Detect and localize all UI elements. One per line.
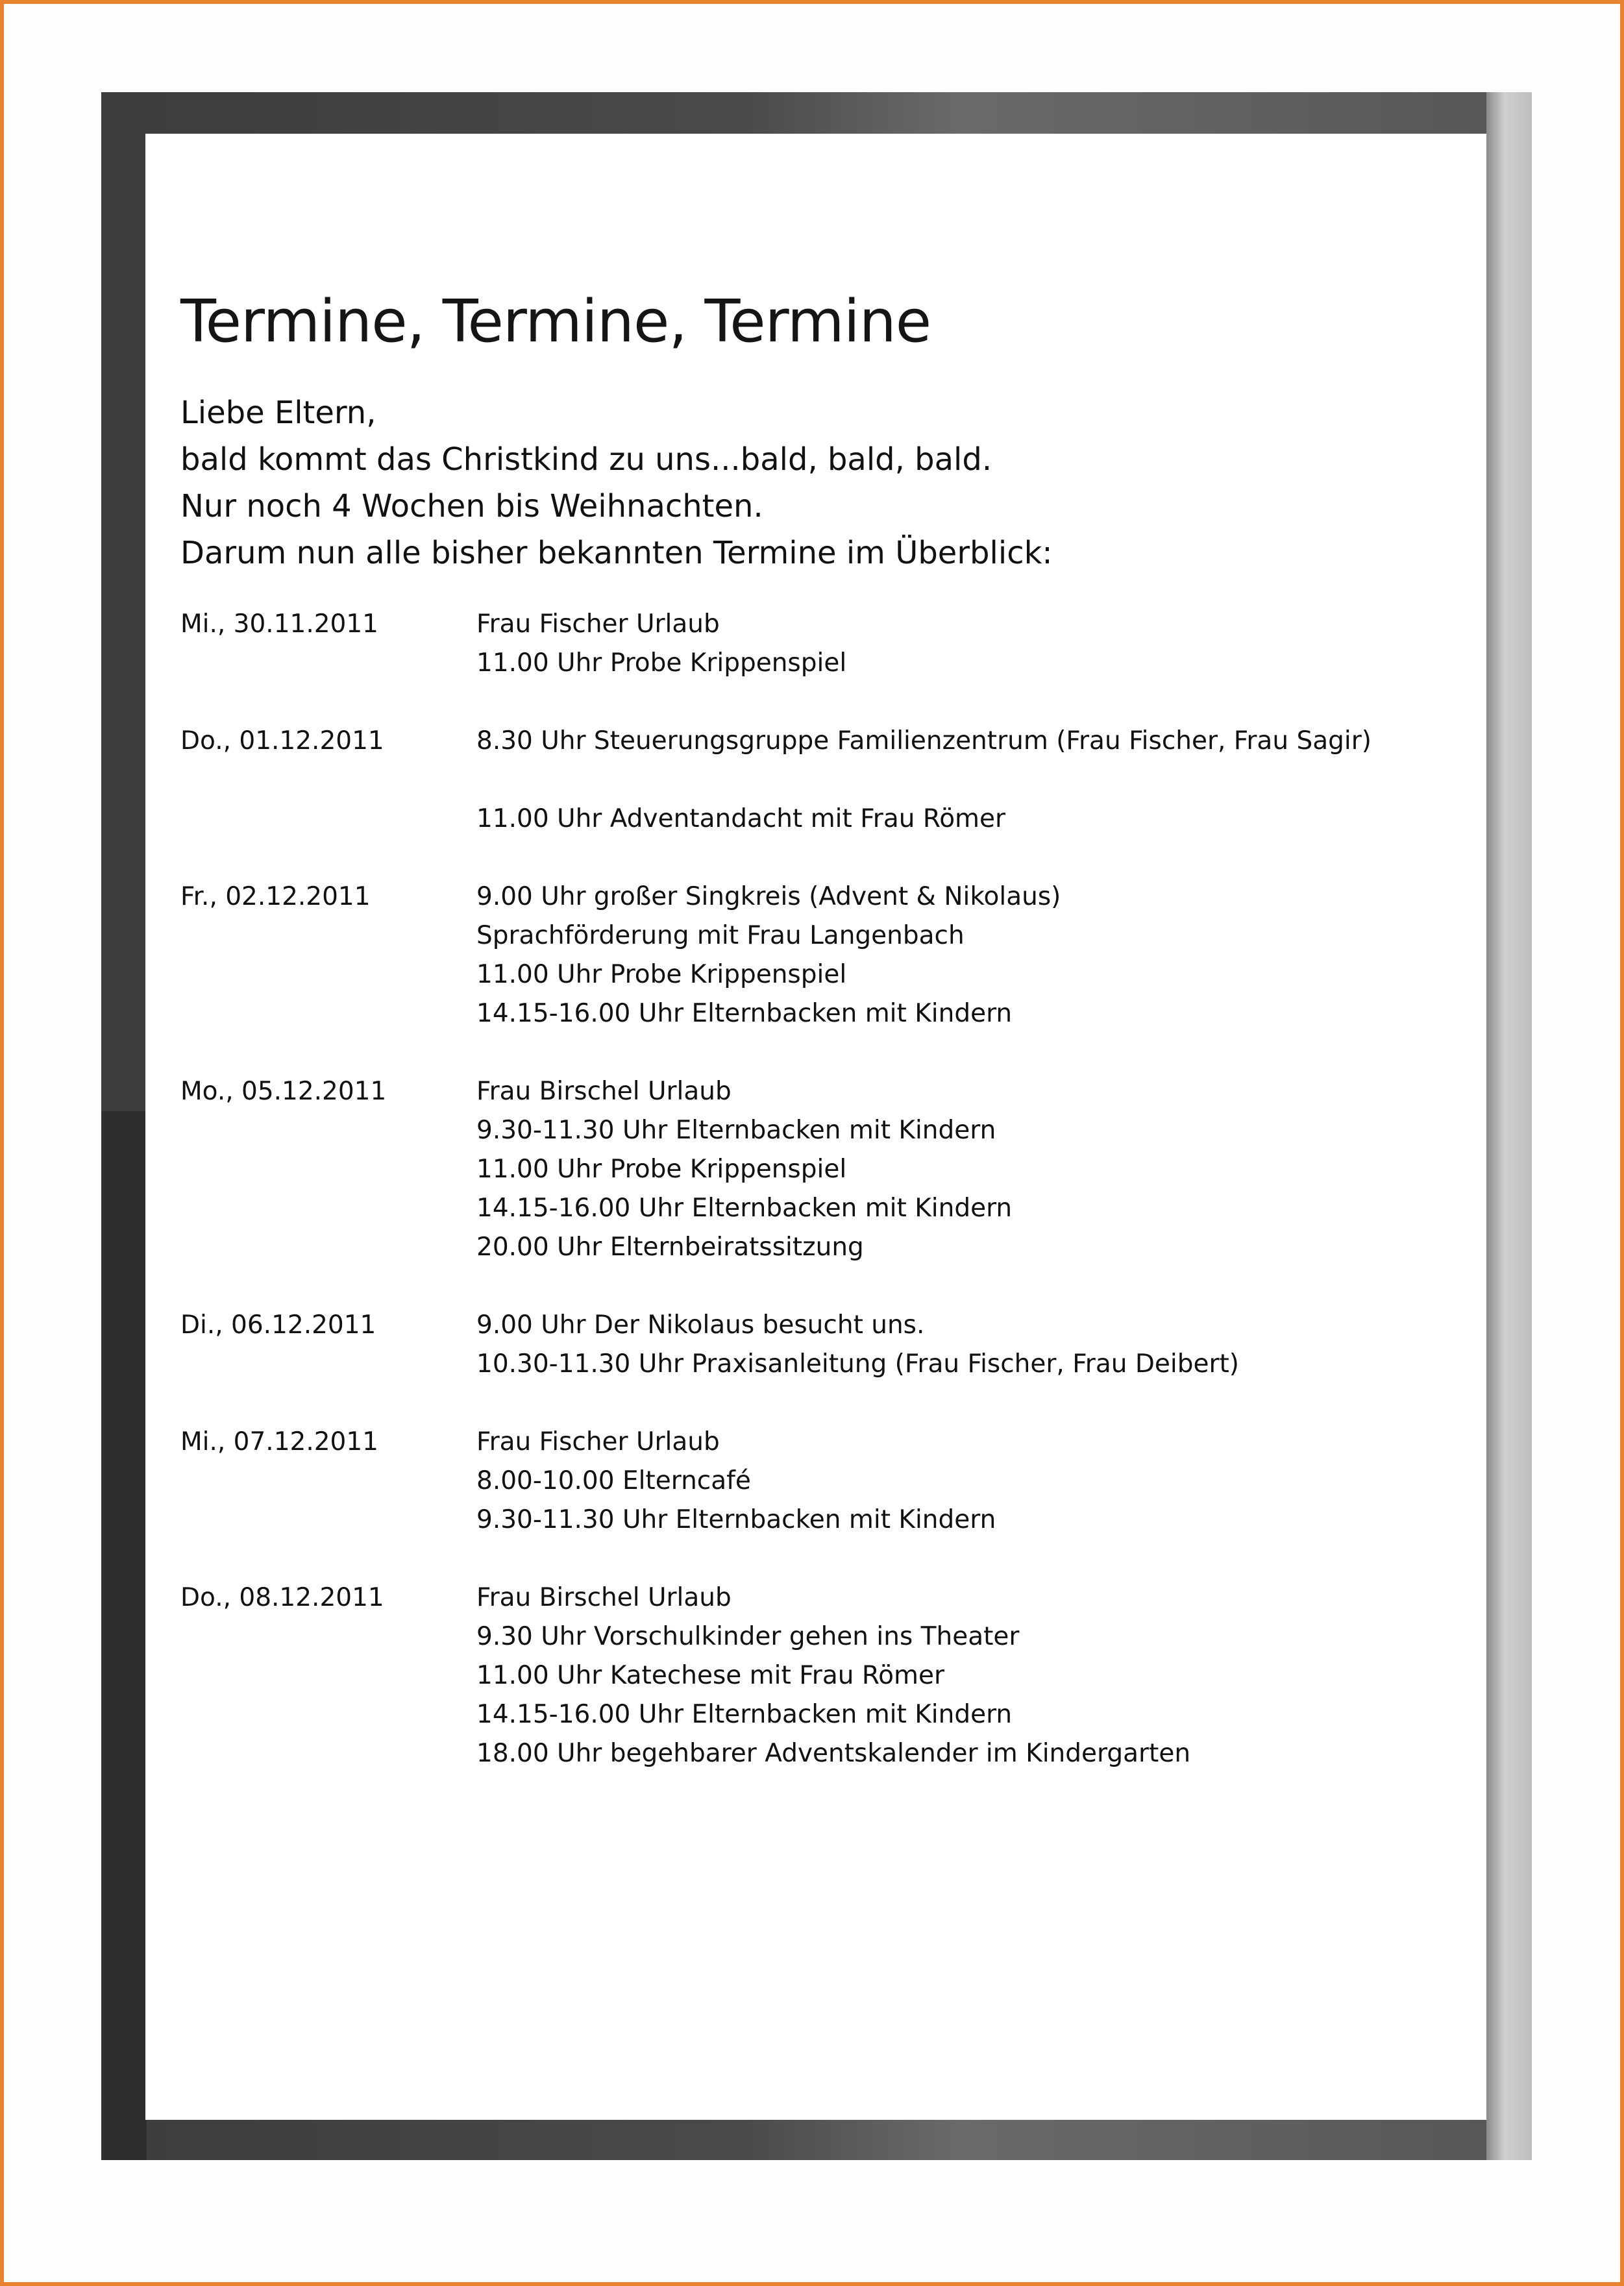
intro-line: Nur noch 4 Wochen bis Weihnachten.: [180, 488, 763, 524]
intro-text: [180, 389, 1479, 576]
entry-item: Frau Birschel Urlaub: [476, 1077, 732, 1106]
entry-item: 11.00 Uhr Katechese mit Frau Römer: [476, 1661, 945, 1690]
entry-items: [476, 1072, 1479, 1267]
entry-date: Mi., 30.11.2011: [180, 609, 378, 639]
entry-item: Frau Birschel Urlaub: [476, 1583, 732, 1612]
frame-shadow: [1486, 92, 1532, 2160]
entry-item: 14.15-16.00 Uhr Elternbacken mit Kindern: [476, 999, 1013, 1028]
page-title: Termine, Termine, Termine: [180, 288, 931, 356]
schedule-entry: [180, 722, 1479, 839]
entry-item: 9.00 Uhr Der Nikolaus besucht uns.: [476, 1310, 925, 1340]
entry-item: 11.00 Uhr Adventandacht mit Frau Römer: [476, 804, 1006, 833]
entry-item: 9.00 Uhr großer Singkreis (Advent & Nikolaus): [476, 882, 1061, 911]
entry-date: Do., 08.12.2011: [180, 1583, 384, 1612]
schedule-entry: [180, 1579, 1479, 1773]
entry-items: [476, 1579, 1479, 1773]
schedule-entry: [180, 878, 1479, 1033]
entry-item: 9.30 Uhr Vorschulkinder gehen ins Theater: [476, 1622, 1020, 1651]
entry-item: Frau Fischer Urlaub: [476, 1427, 720, 1456]
intro-line: bald kommt das Christkind zu uns...bald, bald, bald.: [180, 441, 992, 478]
document-content: [180, 283, 1479, 1812]
entry-item: 14.15-16.00 Uhr Elternbacken mit Kindern: [476, 1700, 1013, 1729]
entry-date: Mo., 05.12.2011: [180, 1077, 387, 1106]
entry-item: 9.30-11.30 Uhr Elternbacken mit Kindern: [476, 1505, 996, 1534]
schedule-entry: [180, 605, 1479, 683]
entry-item: Sprachförderung mit Frau Langenbach: [476, 921, 965, 950]
entry-item: 18.00 Uhr begehbarer Adventskalender im Kindergarten: [476, 1739, 1191, 1768]
entry-items: [476, 605, 1479, 683]
schedule-entry: [180, 1072, 1479, 1267]
entry-item: 8.00-10.00 Elterncafé: [476, 1466, 751, 1495]
intro-line: Darum nun alle bisher bekannten Termine im Überblick:: [180, 535, 1053, 571]
intro-line: Liebe Eltern,: [180, 395, 376, 431]
entry-item: 10.30-11.30 Uhr Praxisanleitung (Frau Fischer, Frau Deibert): [476, 1349, 1240, 1379]
entry-item: 11.00 Uhr Probe Krippenspiel: [476, 1155, 847, 1184]
entry-items: [476, 1423, 1479, 1540]
entry-item: 14.15-16.00 Uhr Elternbacken mit Kindern: [476, 1194, 1013, 1223]
entry-items: [476, 1306, 1479, 1384]
entry-date: Di., 06.12.2011: [180, 1310, 376, 1340]
entry-item: 11.00 Uhr Probe Krippenspiel: [476, 648, 847, 678]
entry-items: [476, 722, 1479, 839]
schedule-entry: [180, 1306, 1479, 1384]
entry-items: [476, 878, 1479, 1033]
entry-item: 8.30 Uhr Steuerungsgruppe Familienzentrum (Frau Fischer, Frau Sagir): [476, 726, 1372, 756]
entry-item: 11.00 Uhr Probe Krippenspiel: [476, 960, 847, 989]
frame-dark-edge: [101, 1111, 147, 2160]
entry-item: Frau Fischer Urlaub: [476, 609, 720, 639]
entry-date: Mi., 07.12.2011: [180, 1427, 378, 1456]
entry-date: Fr., 02.12.2011: [180, 882, 371, 911]
entry-item: 20.00 Uhr Elternbeiratssitzung: [476, 1233, 864, 1262]
entry-date: Do., 01.12.2011: [180, 726, 384, 756]
schedule-entry: [180, 1423, 1479, 1540]
entry-item: 9.30-11.30 Uhr Elternbacken mit Kindern: [476, 1116, 996, 1145]
